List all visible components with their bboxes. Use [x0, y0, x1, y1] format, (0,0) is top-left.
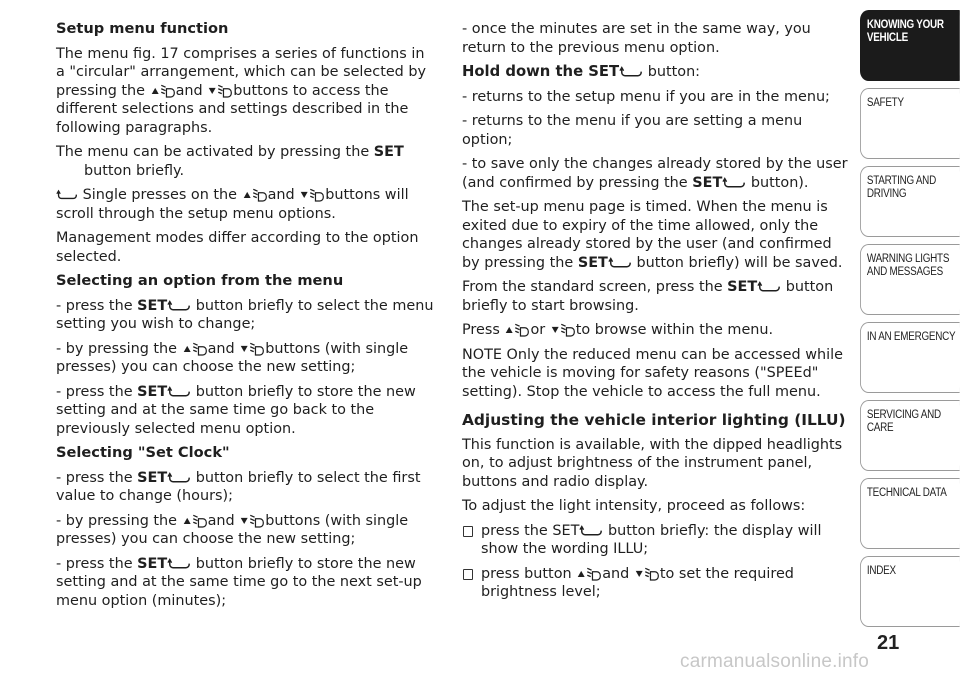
paragraph-minutes: - once the minutes are set in the same way, you return to the previous menu option. [462, 21, 811, 56]
tab-knowing-your-vehicle[interactable]: KNOWING YOUR VEHICLE [860, 10, 960, 81]
up-button-icon [182, 513, 208, 528]
paragraph-timed: The set-up menu page is timed. When the menu is exited due to expiry of the time allowed, only the changes already stored by the user (and confirmed by pressing the SET button briefly) will be saved. [462, 199, 843, 271]
up-button-icon [242, 187, 268, 202]
up-button-icon [576, 566, 602, 581]
down-button-icon [239, 341, 265, 356]
heading-illu: Adjusting the vehicle interior lighting (ILLU) [462, 411, 846, 429]
down-button-icon [550, 322, 576, 337]
heading-hold-set: Hold down the SET button: [462, 63, 701, 80]
tab-starting-and-driving[interactable]: STARTING AND DRIVING [860, 166, 960, 237]
step-clock-2: - by pressing the and buttons (with single presses) you can choose the new setting; [56, 512, 409, 547]
heading-setup-menu: Setup menu function [56, 20, 229, 37]
down-button-icon [207, 83, 233, 98]
heading-selecting-option: Selecting an option from the menu [56, 272, 344, 289]
paragraph-single-presses: Single presses on the and buttons will scroll through the setup menu options. [56, 187, 409, 222]
up-button-icon [182, 341, 208, 356]
paragraph-note: NOTE Only the reduced menu can be accessed while the vehicle is moving for safety reasons ("SPEEd" setting). Stop the vehicle to access the full menu. [462, 346, 843, 400]
down-button-icon [239, 513, 265, 528]
paragraph-management: Management modes differ according to the option selected. [56, 230, 419, 265]
paragraph-activation: The menu can be activated by pressing the SET button briefly. [56, 144, 404, 179]
set-button-icon [579, 525, 603, 538]
step-clock-1: - press the SET button briefly to select the first value to change (hours); [56, 469, 421, 504]
down-button-icon [299, 187, 325, 202]
down-button-icon [634, 566, 660, 581]
step-select-2: - by pressing the and buttons (with single presses) you can choose the new setting; [56, 340, 409, 375]
watermark: carmanualsonline.info [680, 651, 870, 672]
paragraph-intro: The menu fig. 17 comprises a series of functions in a "circular" arrangement, which can be selected by pressing the and buttons to access the different selections and settings described in the following paragraphs. [56, 45, 427, 136]
step-select-1: - press the SET button briefly to select the menu setting you wish to change; [56, 297, 434, 332]
tab-in-an-emergency[interactable]: IN AN EMERGENCY [860, 322, 960, 393]
hold-result-1: - returns to the setup menu if you are in the menu; [462, 88, 830, 105]
paragraph-standard-screen: From the standard screen, press the SET button briefly to start browsing. [462, 279, 834, 314]
set-button-icon [757, 281, 781, 294]
paragraph-illu: This function is available, with the dipped headlights on, to adjust brightness of the instrument panel, buttons and radio display. [462, 436, 843, 490]
tab-servicing-and-care[interactable]: SERVICING AND CARE [860, 400, 960, 471]
checkbox-bullet-icon [463, 526, 473, 537]
up-button-icon [150, 83, 176, 98]
tab-safety[interactable]: SAFETY [860, 88, 960, 159]
paragraph-adjust: To adjust the light intensity, proceed as follows: [462, 498, 806, 514]
set-button-icon [722, 177, 746, 190]
step-clock-3: - press the SET button briefly to store the new setting and at the same time go to the next set-up menu option (minutes); [56, 555, 422, 609]
set-button-icon [167, 472, 191, 485]
right-column [462, 20, 848, 608]
bullet-step-1: press the SET button briefly: the display will show the wording ILLU; [462, 522, 848, 559]
paragraph-browse: Press or to browse within the menu. [462, 322, 774, 338]
left-column [56, 20, 436, 616]
chapter-tabs [860, 0, 960, 630]
checkbox-bullet-icon [463, 569, 473, 580]
set-button-icon [167, 386, 191, 399]
tab-technical-data[interactable]: TECHNICAL DATA [860, 478, 960, 549]
hold-result-2: - returns to the menu if you are setting a menu option; [462, 113, 803, 148]
heading-set-clock: Selecting "Set Clock" [56, 444, 230, 461]
set-button-icon [608, 257, 632, 270]
tab-warning-lights[interactable]: WARNING LIGHTS AND MESSAGES [860, 244, 960, 315]
bullet-step-2: press button and to set the required brightness level; [462, 565, 848, 602]
step-select-3: - press the SET button briefly to store the new setting and at the same time go back to the previously selected menu option. [56, 383, 416, 437]
up-button-icon [504, 322, 530, 337]
set-button-icon [167, 300, 191, 313]
hold-result-3: - to save only the changes already stored by the user (and confirmed by pressing the SET button). [462, 156, 848, 191]
set-button-icon [167, 558, 191, 571]
set-button-icon [56, 189, 78, 202]
page-number: 21 [877, 632, 900, 654]
set-button-icon [619, 66, 643, 79]
tab-index[interactable]: INDEX [860, 556, 960, 627]
